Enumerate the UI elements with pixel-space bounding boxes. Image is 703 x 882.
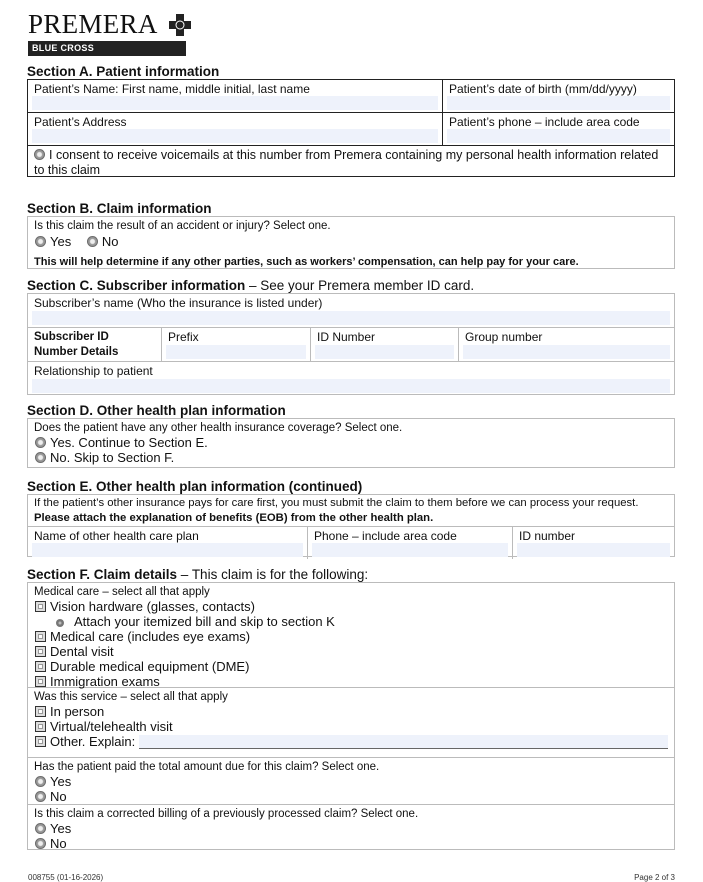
relationship-label: Relationship to patient (34, 364, 153, 378)
vision-label: Vision hardware (glasses, contacts) (50, 599, 255, 614)
vision-instruction-text: Attach your itemized bill and skip to section K (74, 614, 335, 629)
section-e-title: Section E. Other health plan information (continued) (27, 479, 363, 494)
logo-wordmark: PREMERA (28, 9, 158, 39)
accident-question: Is this claim the result of an accident or injury? Select one. (34, 220, 331, 232)
corrected-no-option[interactable] (28, 836, 674, 851)
other-coverage-yes-label: Yes. Continue to Section E. (50, 435, 208, 450)
section-c-title: Section C. Subscriber information (27, 278, 246, 293)
section-a (27, 64, 675, 177)
relationship-field[interactable] (28, 362, 674, 395)
patient-name-field[interactable] (28, 80, 443, 112)
medical-care-label: Medical care – select all that apply (34, 586, 210, 598)
immigration-checkbox[interactable] (35, 676, 46, 687)
logo-subtitle: BLUE CROSS (28, 41, 186, 56)
voicemail-consent[interactable] (28, 146, 674, 178)
paid-no-option[interactable] (28, 789, 674, 804)
corrected-no-radio[interactable] (35, 838, 46, 849)
paid-no-label: No (50, 789, 67, 804)
other-plan-phone-field[interactable] (308, 527, 513, 559)
dental-checkbox[interactable] (35, 646, 46, 657)
claim-info-box (27, 216, 675, 269)
patient-address-field[interactable] (28, 113, 443, 145)
dme-checkbox[interactable] (35, 661, 46, 672)
paid-yes-label: Yes (50, 774, 72, 789)
other-checkbox[interactable] (35, 736, 46, 747)
other-coverage-box (27, 418, 675, 468)
section-e (27, 479, 675, 557)
form-id: 008755 (01-16-2026) (28, 873, 104, 882)
section-f-title: Section F. Claim details (27, 567, 178, 582)
other-coverage-question: Does the patient have any other health insurance coverage? Select one. (34, 422, 403, 434)
patient-dob-field[interactable] (443, 80, 674, 112)
in-person-checkbox[interactable] (35, 706, 46, 717)
accident-no-label: No (101, 234, 119, 249)
virtual-option[interactable] (28, 719, 674, 734)
premera-logo (28, 10, 186, 56)
section-b (27, 201, 675, 269)
section-f (27, 567, 675, 850)
prefix-label: Prefix (168, 330, 199, 344)
other-coverage-no-radio[interactable] (35, 452, 46, 463)
other-plan-id-label: ID number (519, 529, 576, 543)
section-b-title: Section B. Claim information (27, 201, 212, 216)
other-label: Other. Explain: (50, 734, 136, 749)
subscriber-name-field[interactable] (28, 294, 674, 327)
service-type-label: Was this service – select all that apply (34, 691, 228, 703)
immigration-label: Immigration exams (50, 674, 160, 689)
medical-care-text: Medical care (includes eye exams) (50, 629, 251, 644)
page-number: Page 2 of 3 (634, 873, 675, 882)
accident-no-radio[interactable] (87, 236, 98, 247)
corrected-yes-option[interactable] (28, 821, 674, 836)
consent-radio[interactable] (34, 149, 45, 160)
corrected-no-label: No (50, 836, 67, 851)
other-explain-input[interactable] (139, 735, 668, 749)
other-coverage-yes-radio[interactable] (35, 437, 46, 448)
subscriber-table (27, 293, 675, 395)
patient-phone-label: Patient’s phone – include area code (449, 115, 640, 129)
other-coverage-yes-option[interactable] (28, 435, 674, 450)
medical-care-checkbox[interactable] (35, 631, 46, 642)
eob-instruction: Please attach the explanation of benefits (EOB) from the other health plan. (34, 512, 434, 524)
section-a-title: Section A. Patient information (27, 64, 220, 79)
consent-text: I consent to receive voicemails at this number from Premera containing my personal health information related to this claim (34, 148, 659, 177)
other-option[interactable] (28, 734, 674, 749)
dme-label: Durable medical equipment (DME) (50, 659, 250, 674)
section-c (27, 278, 675, 395)
corrected-yes-radio[interactable] (35, 823, 46, 834)
blue-cross-icon (169, 13, 191, 35)
accident-note: This will help determine if any other parties, such as workers’ compensation, can help pay for your care. (34, 256, 579, 268)
other-coverage-no-label: No. Skip to Section F. (50, 450, 175, 465)
other-coverage-no-option[interactable] (28, 450, 674, 465)
bullet-icon (56, 619, 64, 627)
patient-dob-label: Patient’s date of birth (mm/dd/yyyy) (449, 82, 637, 96)
other-plan-name-field[interactable] (28, 527, 308, 559)
section-f-note: – This claim is for the following: (177, 567, 369, 582)
patient-info-table (27, 79, 675, 177)
accident-yes-radio[interactable] (35, 236, 46, 247)
group-number-field[interactable] (459, 328, 674, 361)
patient-address-label: Patient’s Address (34, 115, 127, 129)
claim-details-box (27, 582, 675, 850)
prefix-field[interactable] (162, 328, 311, 361)
id-number-label: ID Number (317, 330, 376, 344)
dental-label: Dental visit (50, 644, 114, 659)
corrected-yes-label: Yes (50, 821, 72, 836)
vision-option[interactable] (28, 599, 674, 614)
section-c-note: – See your Premera member ID card. (245, 278, 475, 293)
accident-no-option[interactable] (87, 234, 119, 249)
accident-yes-label: Yes (50, 234, 72, 249)
section-d (27, 403, 675, 468)
other-plan-name-label: Name of other health care plan (34, 529, 199, 543)
dental-option[interactable] (28, 644, 674, 659)
other-plan-phone-label: Phone – include area code (314, 529, 457, 543)
subscriber-name-label: Subscriber’s name (Who the insurance is listed under) (34, 296, 323, 310)
medical-care-option[interactable] (28, 629, 674, 644)
other-plan-id-field[interactable] (513, 527, 674, 559)
id-number-field[interactable] (311, 328, 459, 361)
virtual-checkbox[interactable] (35, 721, 46, 732)
vision-instruction (28, 614, 674, 629)
subscriber-id-details-label: Subscriber ID Number Details (34, 331, 119, 358)
paid-yes-radio[interactable] (35, 776, 46, 787)
patient-name-label: Patient’s Name: First name, middle initial, last name (34, 82, 310, 96)
patient-phone-field[interactable] (443, 113, 674, 145)
dme-option[interactable] (28, 659, 674, 674)
section-d-title: Section D. Other health plan information (27, 403, 286, 418)
virtual-label: Virtual/telehealth visit (50, 719, 173, 734)
other-plan-info: If the patient’s other insurance pays for care first, you must submit the claim to them before we can process your request. (34, 497, 639, 509)
other-plan-box (27, 494, 675, 557)
group-number-label: Group number (465, 330, 543, 344)
paid-yes-option[interactable] (28, 774, 674, 789)
paid-question: Has the patient paid the total amount due for this claim? Select one. (34, 761, 380, 773)
in-person-label: In person (50, 704, 105, 719)
vision-checkbox[interactable] (35, 601, 46, 612)
in-person-option[interactable] (28, 704, 674, 719)
corrected-question: Is this claim a corrected billing of a previously processed claim? Select one. (34, 808, 419, 820)
accident-yes-option[interactable] (35, 234, 71, 249)
paid-no-radio[interactable] (35, 791, 46, 802)
